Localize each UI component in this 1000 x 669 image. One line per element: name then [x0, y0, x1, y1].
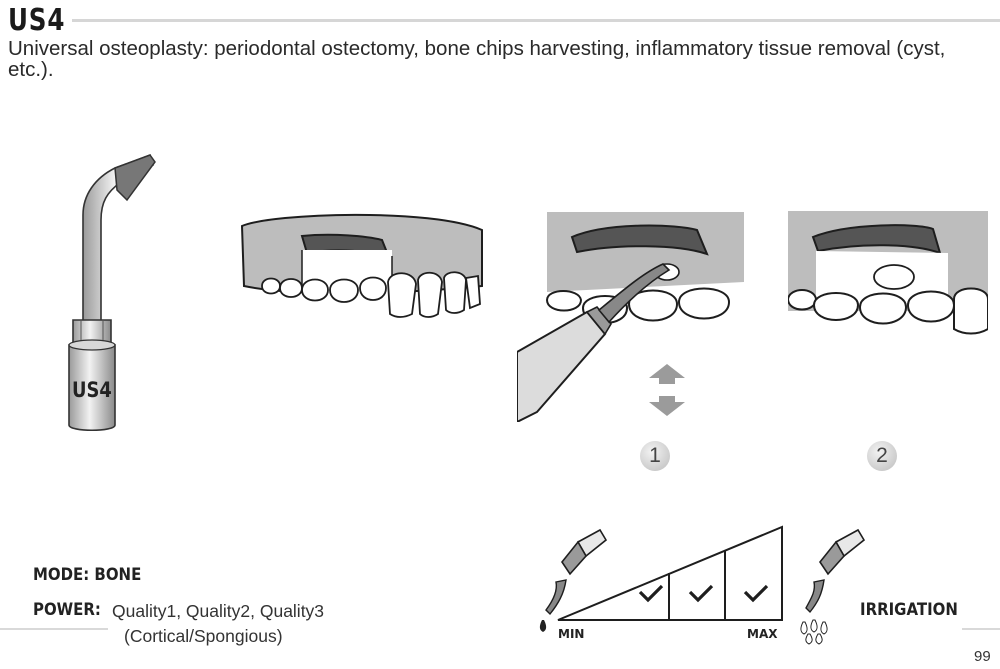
step-1-illustration	[517, 212, 745, 422]
irrigation-label: IRRIGATION	[860, 600, 958, 620]
jaw-overview-illustration	[232, 208, 487, 326]
page-number: 99	[974, 648, 991, 665]
power-label: POWER:	[33, 600, 101, 620]
tip-label: US4	[72, 378, 112, 402]
step-2-illustration	[788, 211, 988, 351]
footer-rule-right	[962, 628, 1000, 630]
power-subtext: (Cortical/Spongious)	[124, 626, 283, 646]
step-number-2: 2	[867, 441, 897, 471]
power-value: Quality1, Quality2, Quality3	[112, 601, 325, 621]
min-label: MIN	[558, 627, 585, 641]
max-handpiece-icon	[801, 530, 864, 644]
page-title: US4	[8, 3, 66, 38]
title-rule	[72, 19, 1000, 22]
mode-text: MODE: BONE	[33, 565, 142, 585]
description: Universal osteoplasty: periodontal ostectomy, bone chips harvesting, inflammatory tissue removal (cyst, etc.).	[8, 37, 946, 81]
step-number-1: 1	[640, 441, 670, 471]
max-label: MAX	[747, 627, 778, 641]
footer-rule-left	[0, 628, 108, 630]
